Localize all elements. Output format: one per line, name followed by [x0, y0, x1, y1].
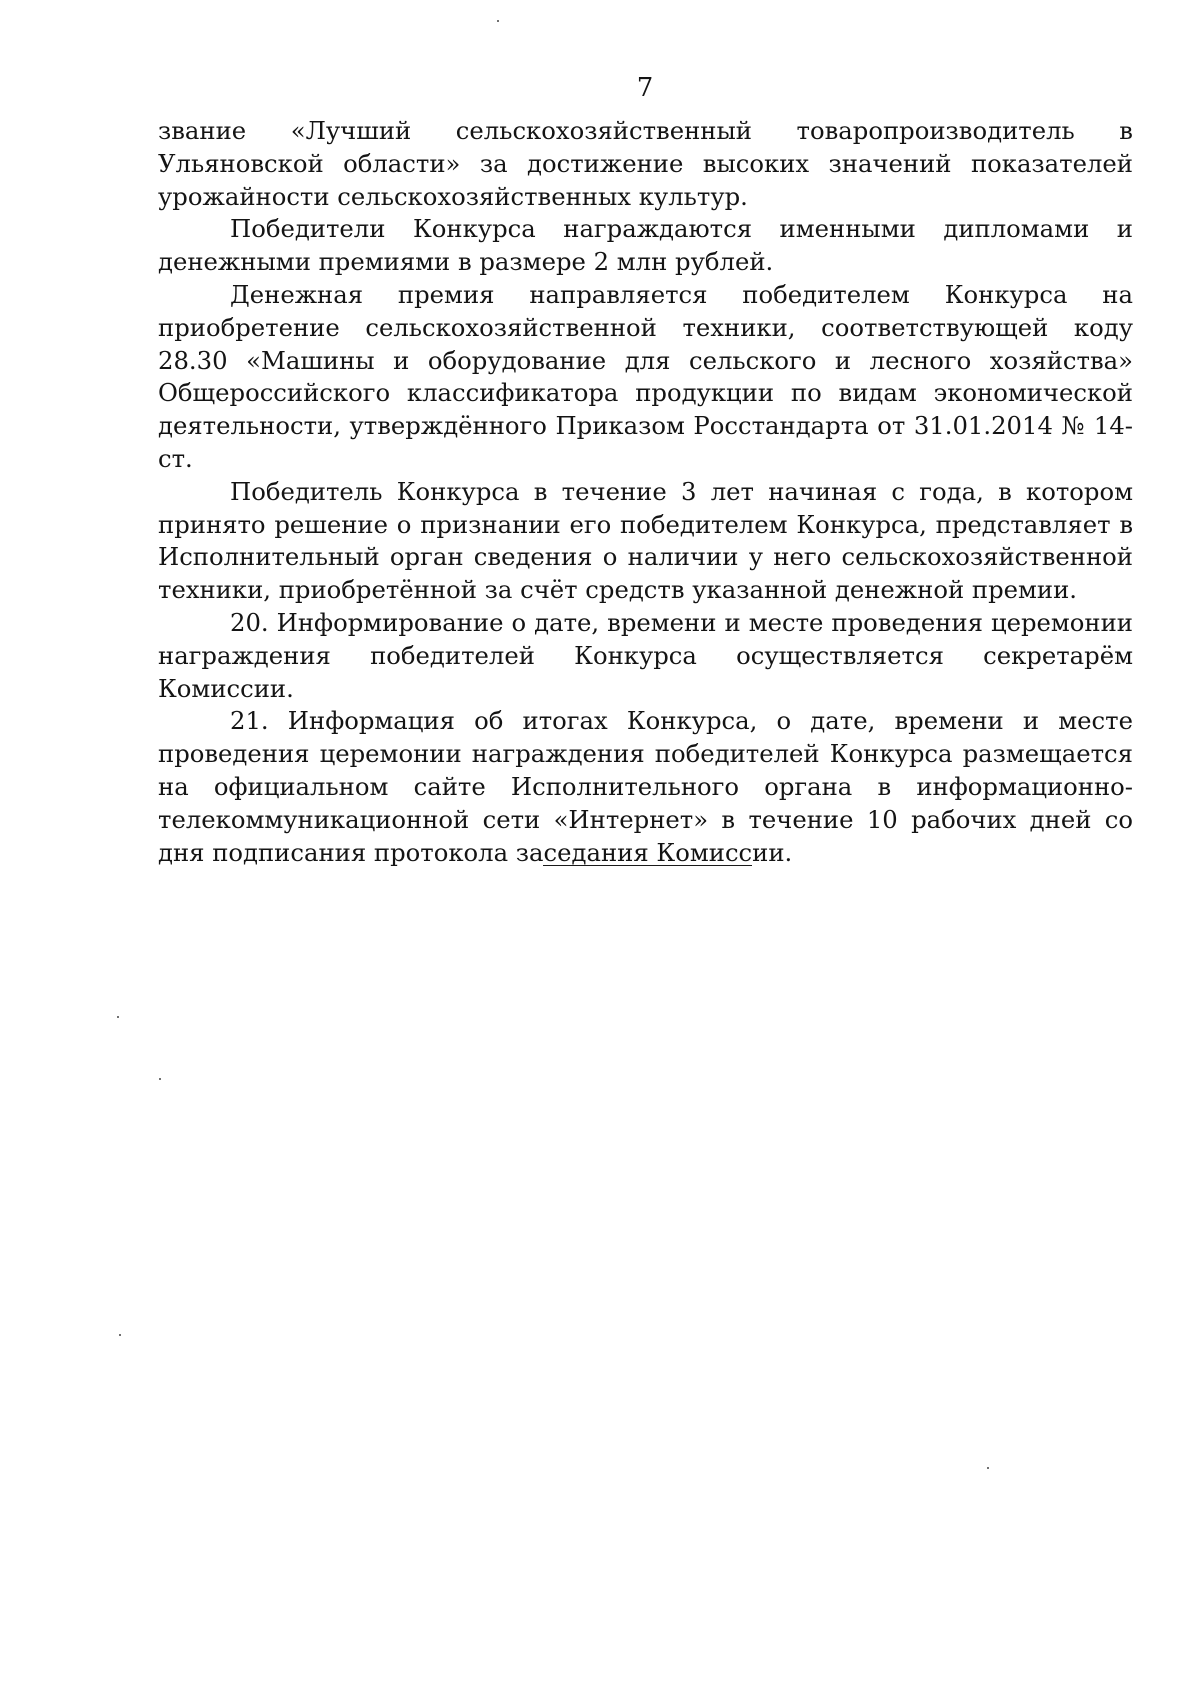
scan-speck: [117, 1016, 119, 1018]
end-of-text-rule: [543, 865, 752, 866]
page-number: 7: [636, 73, 654, 103]
scan-speck: [497, 20, 499, 22]
document-body: [158, 115, 1133, 869]
paragraph-winner-reporting: Победитель Конкурса в течение 3 лет начиная с года, в котором принято решение о признании его победителем Конкурса, представляет в Исполнительный орган сведения о наличии у него сельскохозяйственной техники, приобретённой за счёт средств указанной денежной премии.: [158, 476, 1133, 605]
paragraph-award-title-continuation: звание «Лучший сельскохозяйственный товаропроизводитель в Ульяновской области» за достижение высоких значений показателей урожайности сельскохозяйственных культур.: [158, 116, 1133, 211]
scan-speck: [987, 1467, 989, 1469]
paragraph-item-21: 21. Информация об итогах Конкурса, о дате, времени и месте проведения церемонии награждения победителей Конкурса размещается на официальном сайте Исполнительного органа в информационно-телекоммуникационной сети «Интернет» в течение 10 рабочих дней со дня подписания протокола заседания Комиссии.: [158, 706, 1133, 867]
scan-speck: [119, 1334, 121, 1336]
paragraph-prize-purpose: Денежная премия направляется победителем Конкурса на приобретение сельскохозяйственной техники, соответствующей коду 28.30 «Машины и оборудование для сельского и лесного хозяйства» Общероссийского классификатора продукции по видам экономической деятельности, утверждённого Приказом Росстандарта от 31.01.2014 № 14-ст.: [158, 279, 1133, 473]
scan-speck: [159, 1078, 161, 1080]
paragraph-winners-awards: Победители Конкурса награждаются именными дипломами и денежными премиями в размере 2 млн рублей.: [158, 214, 1133, 277]
paragraph-item-20: 20. Информирование о дате, времени и месте проведения церемонии награждения победителей Конкурса осуществляется секретарём Комиссии.: [158, 607, 1133, 703]
